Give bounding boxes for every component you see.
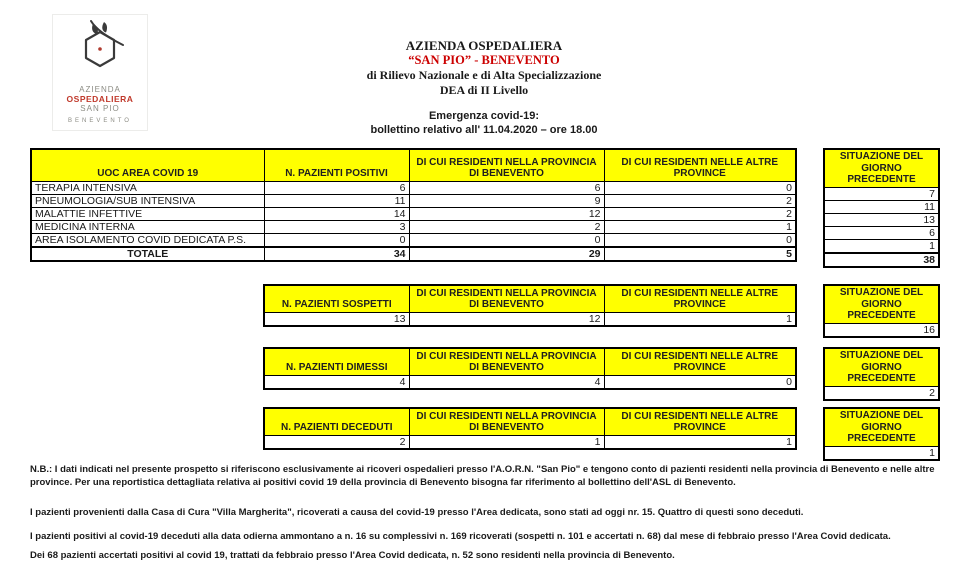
total-label: TOTALE [31,247,264,261]
cell-value: 1 [409,435,604,449]
bulletin-subtitle [0,109,968,137]
table-total-row [31,247,796,261]
cell-value: 6 [824,226,939,239]
previous-day-column-deceased [823,407,940,461]
table-row [31,207,796,220]
deceased-patients-table [263,407,797,450]
col-header-altre: DI CUI RESIDENTI NELLE ALTRE PROVINCE [604,408,796,435]
document-header [0,38,968,98]
cell-value: 0 [604,375,796,389]
col-header-altre: DI CUI RESIDENTI NELLE ALTRE PROVINCE [604,285,796,312]
col-header-situazione: SITUAZIONE DEL GIORNO PRECEDENTE [824,408,939,446]
table-row [264,435,796,449]
cell-value: 1 [604,312,796,326]
cell-value: 12 [409,207,604,220]
logo-text-azienda: AZIENDA [79,85,121,94]
note-deceduti: I pazienti positivi al covid-19 deceduti alla data odierna ammontano a n. 16 su complessivi n. 169 ricoverati (sospetti n. 101 e accertati n. 68) dal mese di febbraio presso l'Area Covid dedicata. [30,531,891,542]
logo-text-benevento: BENEVENTO [68,118,132,124]
cell-value: 11 [264,194,409,207]
total-value: 38 [824,253,939,267]
note-nb: N.B.: I dati indicati nel presente prospetto si riferiscono esclusivamente ai ricoveri ospedalieri presso l'A.O.R.N. "San Pio" e tengono conto di pazienti residenti nella provincia di Benevento e nelle altre province. Per una reportistica dettagliata relativa ai positivi covid 19 della provincia di Benevento bisogna far riferimento al bollettino dell'ASL di Benevento. [30,464,935,488]
cell-value: 4 [264,375,409,389]
row-label: PNEUMOLOGIA/SUB INTENSIVA [31,194,264,207]
cell-value: 3 [264,220,409,233]
row-label: AREA ISOLAMENTO COVID DEDICATA P.S. [31,233,264,247]
previous-day-column-main [823,148,940,268]
table-row [264,312,796,326]
org-name: AZIENDA OSPEDALIERA [405,38,563,53]
org-desc: di Rilievo Nazionale e di Alta Specializzazione [366,68,602,82]
table-row [31,220,796,233]
org-subname: “SAN PIO” - BENEVENTO [408,53,560,67]
table-row [31,194,796,207]
col-header-deceduti: N. PAZIENTI DECEDUTI [264,408,409,435]
col-header-situazione: SITUAZIONE DEL GIORNO PRECEDENTE [824,285,939,323]
col-header-benevento: DI CUI RESIDENTI NELLA PROVINCIA DI BENEVENTO [409,285,604,312]
subtitle-line1: Emergenza covid-19: [428,110,540,122]
total-value: 34 [264,247,409,261]
cell-value: 4 [409,375,604,389]
col-header-benevento: DI CUI RESIDENTI NELLA PROVINCIA DI BENEVENTO [409,348,604,375]
cell-value: 6 [409,181,604,194]
row-label: MEDICINA INTERNA [31,220,264,233]
table-header-row [31,149,796,181]
table-row [31,233,796,247]
table-row [31,181,796,194]
cell-value: 13 [264,312,409,326]
cell-value: 1 [604,220,796,233]
cell-value: 2 [409,220,604,233]
cell-value: 0 [604,233,796,247]
cell-value: 7 [824,187,939,200]
col-header-uoc: UOC AREA COVID 19 [31,149,264,181]
col-header-altre: DI CUI RESIDENTI NELLE ALTRE PROVINCE [604,348,796,375]
cell-value: 0 [604,181,796,194]
cell-value: 14 [264,207,409,220]
cell-value: 0 [264,233,409,247]
cell-value: 2 [824,386,939,400]
row-label: TERAPIA INTENSIVA [31,181,264,194]
note-villa: I pazienti provenienti dalla Casa di Cura "Villa Margherita", ricoverati a causa del covid-19 presso l'Area dedicata, sono stati ad oggi nr. 15. Quattro di questi sono deceduti. [30,507,804,518]
cell-value: 1 [604,435,796,449]
discharged-patients-table [263,347,797,390]
subtitle-line2: bollettino relativo all' 11.04.2020 – ore 18.00 [370,124,598,136]
logo-text-ospedaliera: OSPEDALIERA [66,94,134,104]
logo-text-sanpio: SAN PIO [80,104,120,113]
cell-value: 9 [409,194,604,207]
cell-value: 2 [604,207,796,220]
total-value: 29 [409,247,604,261]
covid-units-table [30,148,797,262]
org-level: DEA di II Livello [439,83,529,97]
previous-day-column-suspected [823,284,940,338]
col-header-dimessi: N. PAZIENTI DIMESSI [264,348,409,375]
table-row [264,375,796,389]
cell-value: 1 [824,446,939,460]
col-header-benevento: DI CUI RESIDENTI NELLA PROVINCIA DI BENEVENTO [409,408,604,435]
col-header-altre: DI CUI RESIDENTI NELLE ALTRE PROVINCE [604,149,796,181]
suspected-patients-table [263,284,797,327]
cell-value: 13 [824,213,939,226]
col-header-positivi: N. PAZIENTI POSITIVI [264,149,409,181]
cell-value: 16 [824,323,939,337]
cell-value: 0 [409,233,604,247]
col-header-benevento: DI CUI RESIDENTI NELLA PROVINCIA DI BENEVENTO [409,149,604,181]
note-accertati: Dei 68 pazienti accertati positivi al covid 19, trattati da febbraio presso l'Area Covid dedicata, n. 52 sono residenti nella provincia di Benevento. [30,550,675,561]
cell-value: 2 [264,435,409,449]
cell-value: 1 [824,239,939,253]
cell-value: 6 [264,181,409,194]
col-header-situazione: SITUAZIONE DEL GIORNO PRECEDENTE [824,348,939,386]
col-header-sospetti: N. PAZIENTI SOSPETTI [264,285,409,312]
previous-day-column-discharged [823,347,940,401]
cell-value: 2 [604,194,796,207]
cell-value: 11 [824,200,939,213]
col-header-situazione: SITUAZIONE DEL GIORNO PRECEDENTE [824,149,939,187]
cell-value: 12 [409,312,604,326]
total-value: 5 [604,247,796,261]
row-label: MALATTIE INFETTIVE [31,207,264,220]
